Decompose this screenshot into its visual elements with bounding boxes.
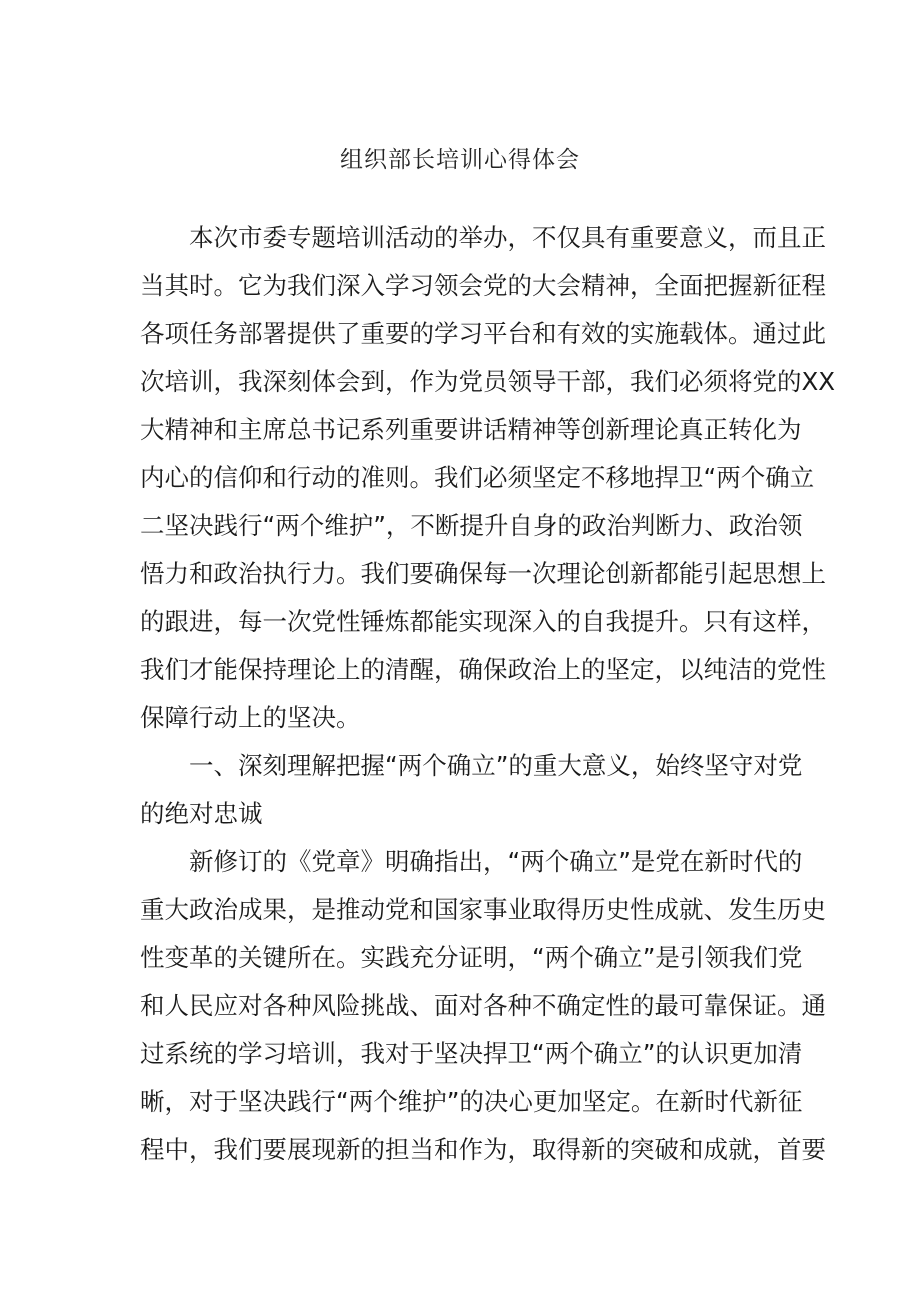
document-title: 组织部长培训心得体会 <box>340 147 580 173</box>
paragraph-line: 悟力和政治执行力。我们要确保每一次理论创新都能引起思想上 <box>140 559 826 588</box>
paragraph-line: 保障行动上的坚决。 <box>140 703 361 732</box>
section-heading-line: 的绝对忠诚 <box>140 799 263 828</box>
paragraph-line: 新修订的《党章》明确指出，“两个确立”是党在新时代的 <box>189 847 803 876</box>
paragraph-line: 性变革的关键所在。实践充分证明，“两个确立”是引领我们党 <box>140 943 803 972</box>
paragraph-line: 我们才能保持理论上的清醒，确保政治上的坚定，以纯洁的党性 <box>140 655 826 684</box>
paragraph-line: 晰，对于坚决践行“两个维护”的决心更加坚定。在新时代新征 <box>140 1087 803 1116</box>
paragraph-line: 重大政治成果，是推动党和国家事业取得历史性成就、发生历史 <box>140 895 826 924</box>
paragraph-line: 本次市委专题培训活动的举办，不仅具有重要意义，而且正 <box>189 223 826 252</box>
paragraph-line: 次培训，我深刻体会到，作为党员领导干部，我们必须将党的XX <box>140 367 836 396</box>
paragraph-line: 的跟进，每一次党性锤炼都能实现深入的自我提升。只有这样， <box>140 607 826 636</box>
paragraph-line: 程中，我们要展现新的担当和作为，取得新的突破和成就，首要 <box>140 1135 826 1164</box>
paragraph-line: 当其时。它为我们深入学习领会党的大会精神，全面把握新征程 <box>140 271 826 300</box>
paragraph-line: 二坚决践行“两个维护”，不断提升自身的政治判断力、政治领 <box>140 511 803 540</box>
paragraph-line: 过系统的学习培训，我对于坚决捍卫“两个确立”的认识更加清 <box>140 1039 803 1068</box>
section-heading-line: 一、深刻理解把握“两个确立”的重大意义，始终坚守对党 <box>189 751 803 780</box>
paragraph-line: 各项任务部署提供了重要的学习平台和有效的实施载体。通过此 <box>140 319 826 348</box>
paragraph-line: 内心的信仰和行动的准则。我们必须坚定不移地捍卫“两个确立 <box>140 463 815 492</box>
paragraph-line: 大精神和主席总书记系列重要讲话精神等创新理论真正转化为 <box>140 415 802 444</box>
paragraph-line: 和人民应对各种风险挑战、面对各种不确定性的最可靠保证。通 <box>140 991 826 1020</box>
